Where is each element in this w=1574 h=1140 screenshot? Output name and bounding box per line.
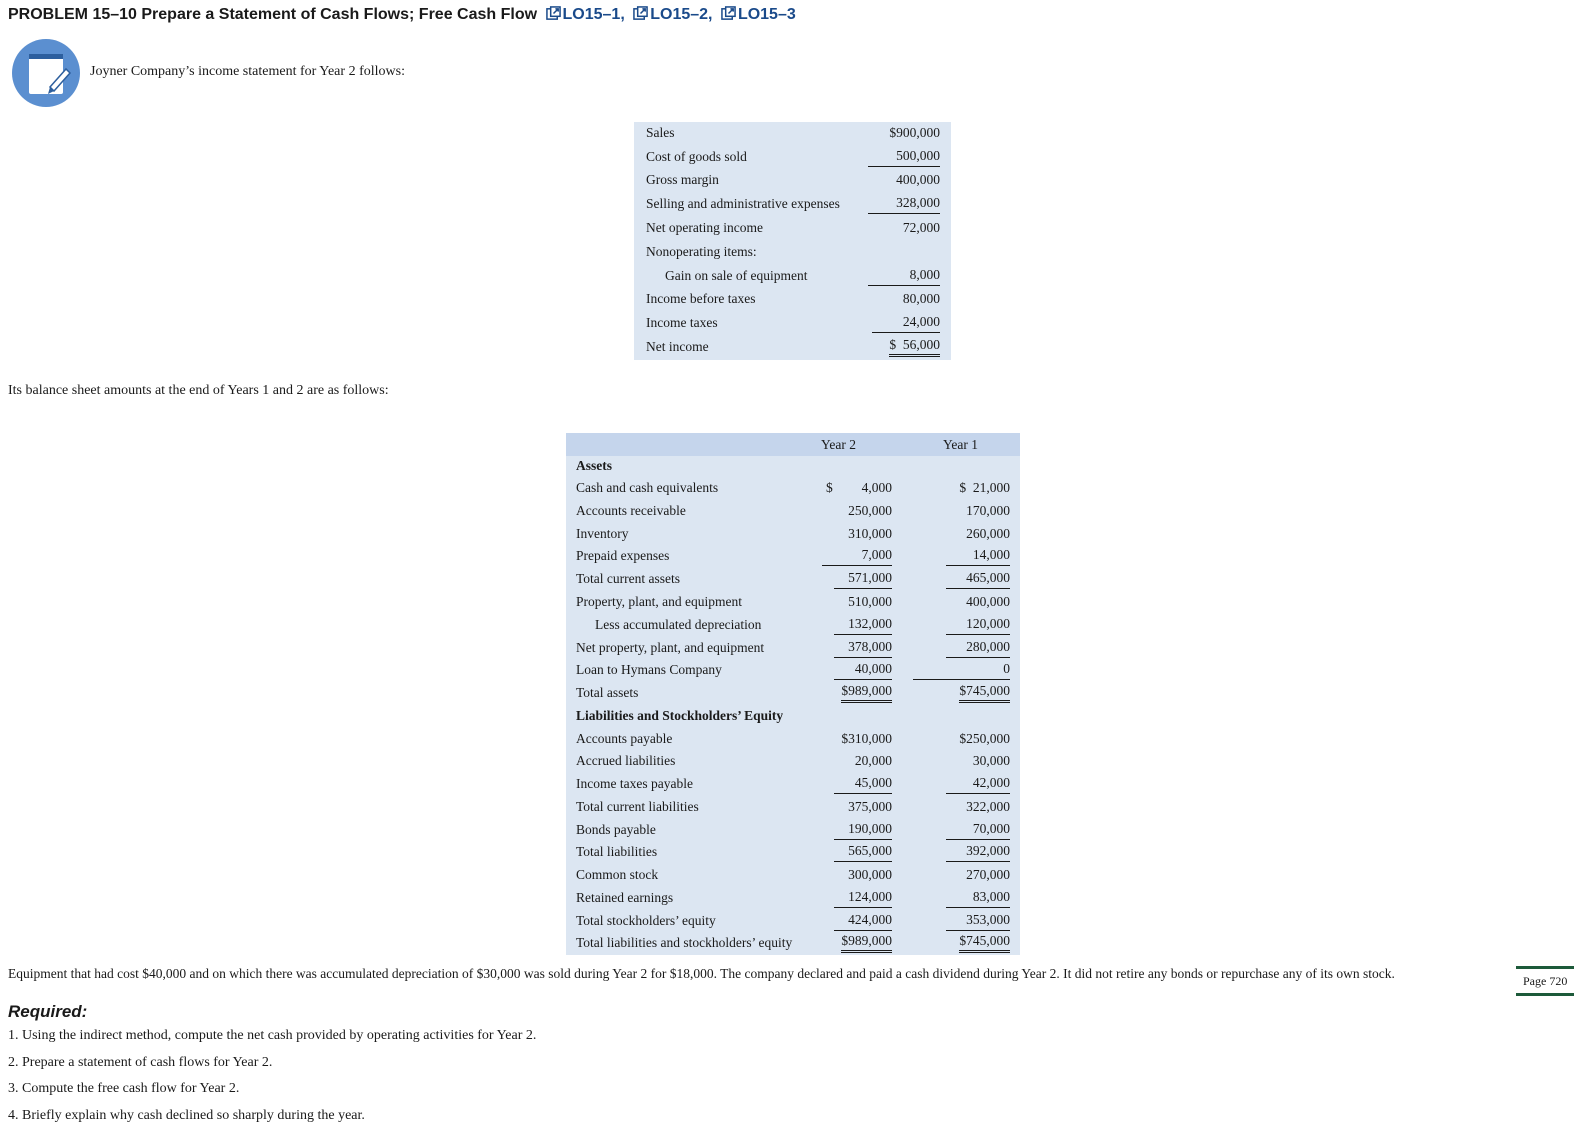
row-label: Total current liabilities	[576, 799, 699, 814]
value-year2: 45,000	[834, 773, 892, 794]
row-label: Sales	[646, 125, 675, 140]
row-value: 328,000	[868, 193, 940, 214]
table-row	[566, 864, 1020, 886]
value-year2: 571,000	[834, 568, 892, 589]
value-year1: 14,000	[946, 545, 1010, 566]
table-row	[566, 477, 1020, 499]
value-year2: 4,000	[861, 480, 892, 495]
table-row	[634, 312, 951, 334]
table-row	[566, 500, 1020, 522]
value-year2: 132,000	[834, 614, 892, 635]
value-year1: 120,000	[946, 614, 1010, 635]
table-row	[634, 193, 951, 215]
row-label: Inventory	[576, 526, 629, 541]
row-label: Cash and cash equivalents	[576, 480, 719, 495]
value-year2: 40,000	[834, 659, 892, 680]
row-label: Total current assets	[576, 571, 681, 586]
table-row	[634, 265, 951, 287]
row-label: Bonds payable	[576, 822, 656, 837]
row-label: Less accumulated depreciation	[595, 617, 762, 632]
table-row	[566, 819, 1020, 841]
table-row	[566, 591, 1020, 613]
required-item: 2. Prepare a statement of cash flows for Year 2.	[8, 1055, 273, 1070]
balance-intro-text: Its balance sheet amounts at the end of Years 1 and 2 are as follows:	[8, 383, 389, 398]
value-year1: 280,000	[946, 637, 1010, 658]
table-header	[566, 433, 1020, 456]
row-label: Total stockholders’ equity	[576, 913, 716, 928]
page-title: PROBLEM 15–10 Prepare a Statement of Cash Flows; Free Cash Flow	[8, 6, 538, 23]
row-label: Common stock	[576, 867, 659, 882]
value-year2: 300,000	[848, 867, 892, 882]
table-row	[634, 169, 951, 191]
table-row	[634, 241, 951, 263]
row-value: 72,000	[902, 220, 940, 235]
value-year1: 392,000	[946, 841, 1010, 862]
table-row	[566, 841, 1020, 863]
value-year2: 424,000	[834, 910, 892, 931]
value-year2: 375,000	[848, 799, 892, 814]
row-label: Accrued liabilities	[576, 753, 676, 768]
table-row	[634, 146, 951, 168]
balance-sheet-table	[566, 433, 1020, 955]
table-row	[634, 288, 951, 310]
external-link-icon	[721, 6, 736, 21]
value-year1: 70,000	[946, 819, 1010, 840]
row-value: 80,000	[902, 291, 940, 306]
row-label: Retained earnings	[576, 890, 674, 905]
row-label: Accounts payable	[576, 731, 673, 746]
equipment-note: Equipment that had cost $40,000 and on which there was accumulated depreciation of $30,000 was sold during Year 2 for $18,000. The company declared and paid a cash dividend during Year 2. It did not retire any bonds or repurchase any of its own stock.	[8, 966, 1395, 981]
table-row	[566, 614, 1020, 636]
value-year1: 270,000	[966, 867, 1010, 882]
external-link-icon	[546, 6, 561, 21]
intro-text: Joyner Company’s income statement for Year 2 follows:	[90, 64, 405, 79]
row-value: $ 56,000	[889, 336, 940, 357]
required-heading: Required:	[8, 1002, 88, 1021]
value-year2: $989,000	[841, 682, 892, 703]
row-value: 500,000	[868, 146, 940, 167]
value-year2: 124,000	[834, 887, 892, 908]
income-statement-table	[634, 122, 951, 360]
row-label: Net property, plant, and equipment	[576, 640, 765, 655]
value-year1: 322,000	[966, 799, 1010, 814]
table-row	[634, 336, 951, 358]
table-row	[634, 217, 951, 239]
value-year1: 0	[913, 659, 1010, 680]
value-year1: $ 21,000	[959, 480, 1010, 495]
value-year2: 250,000	[848, 503, 892, 518]
value-year1: 353,000	[946, 910, 1010, 931]
value-year1: $250,000	[959, 731, 1010, 746]
value-year2: 378,000	[834, 637, 892, 658]
lo-link-1[interactable]: LO15–1,	[562, 6, 625, 23]
value-year2: 20,000	[854, 753, 892, 768]
row-label: Accounts receivable	[576, 503, 686, 518]
row-label: Selling and administrative expenses	[646, 196, 840, 211]
problem-title-bar	[8, 6, 796, 24]
section-heading-liabilities	[566, 705, 1020, 727]
row-label: Property, plant, and equipment	[576, 594, 742, 609]
row-label: Net operating income	[646, 220, 763, 235]
value-year2: $310,000	[841, 731, 892, 746]
row-label: Prepaid expenses	[576, 548, 670, 563]
column-header-year2: Year 2	[821, 437, 857, 452]
table-row	[566, 773, 1020, 795]
row-label: Total liabilities	[576, 844, 658, 859]
table-row	[566, 637, 1020, 659]
table-row	[634, 122, 951, 144]
row-label: Income taxes payable	[576, 776, 693, 791]
row-label: Total liabilities and stockholders’ equity	[576, 935, 793, 950]
value-year2: 510,000	[848, 594, 892, 609]
row-label: Gain on sale of equipment	[665, 268, 808, 283]
dollar-sign: $	[826, 480, 833, 495]
table-row	[566, 728, 1020, 750]
row-label: Gross margin	[646, 172, 719, 187]
row-value: 24,000	[872, 312, 940, 333]
required-item: 1. Using the indirect method, compute the net cash provided by operating activities for Year 2.	[8, 1028, 537, 1043]
row-value: $900,000	[889, 125, 940, 140]
value-year1: $745,000	[959, 932, 1010, 953]
table-row	[566, 682, 1020, 704]
required-item: 3. Compute the free cash flow for Year 2.	[8, 1081, 240, 1096]
row-label: Cost of goods sold	[646, 149, 747, 164]
section-heading-assets	[566, 455, 1020, 477]
value-year1: 30,000	[972, 753, 1010, 768]
value-year2: 310,000	[848, 526, 892, 541]
table-row	[566, 932, 1020, 954]
column-header-year1: Year 1	[943, 437, 979, 452]
value-year1: 465,000	[946, 568, 1010, 589]
value-year1: $745,000	[959, 682, 1010, 703]
value-year1: 400,000	[966, 594, 1010, 609]
table-row	[566, 659, 1020, 681]
row-label: Income taxes	[646, 315, 718, 330]
lo-link-3[interactable]: LO15–3	[737, 6, 796, 23]
row-label: Nonoperating items:	[646, 244, 757, 259]
required-item: 4. Briefly explain why cash declined so sharply during the year.	[8, 1108, 365, 1123]
value-year1: 83,000	[946, 887, 1010, 908]
table-row	[566, 910, 1020, 932]
notebook-icon	[12, 39, 80, 107]
row-value: 8,000	[868, 265, 940, 286]
external-link-icon	[633, 6, 648, 21]
row-label: Income before taxes	[646, 291, 756, 306]
value-year2: 7,000	[822, 545, 892, 566]
table-row	[566, 523, 1020, 545]
table-row	[566, 887, 1020, 909]
table-row	[566, 796, 1020, 818]
value-year2: 190,000	[834, 819, 892, 840]
page-reference: Page 720	[1516, 966, 1574, 996]
row-label: Liabilities and Stockholders’ Equity	[576, 708, 784, 723]
table-row	[566, 568, 1020, 590]
value-year2: $989,000	[841, 932, 892, 953]
value-year1: 260,000	[966, 526, 1010, 541]
value-year1: 42,000	[946, 773, 1010, 794]
table-row	[566, 750, 1020, 772]
table-row	[566, 545, 1020, 567]
value-year1: 170,000	[966, 503, 1010, 518]
value-year2: 565,000	[834, 841, 892, 862]
lo-link-2[interactable]: LO15–2,	[650, 6, 713, 23]
row-value: 400,000	[896, 172, 940, 187]
row-label: Total assets	[576, 685, 639, 700]
row-label: Assets	[576, 458, 612, 473]
row-label: Net income	[646, 339, 709, 354]
row-label: Loan to Hymans Company	[576, 662, 722, 677]
